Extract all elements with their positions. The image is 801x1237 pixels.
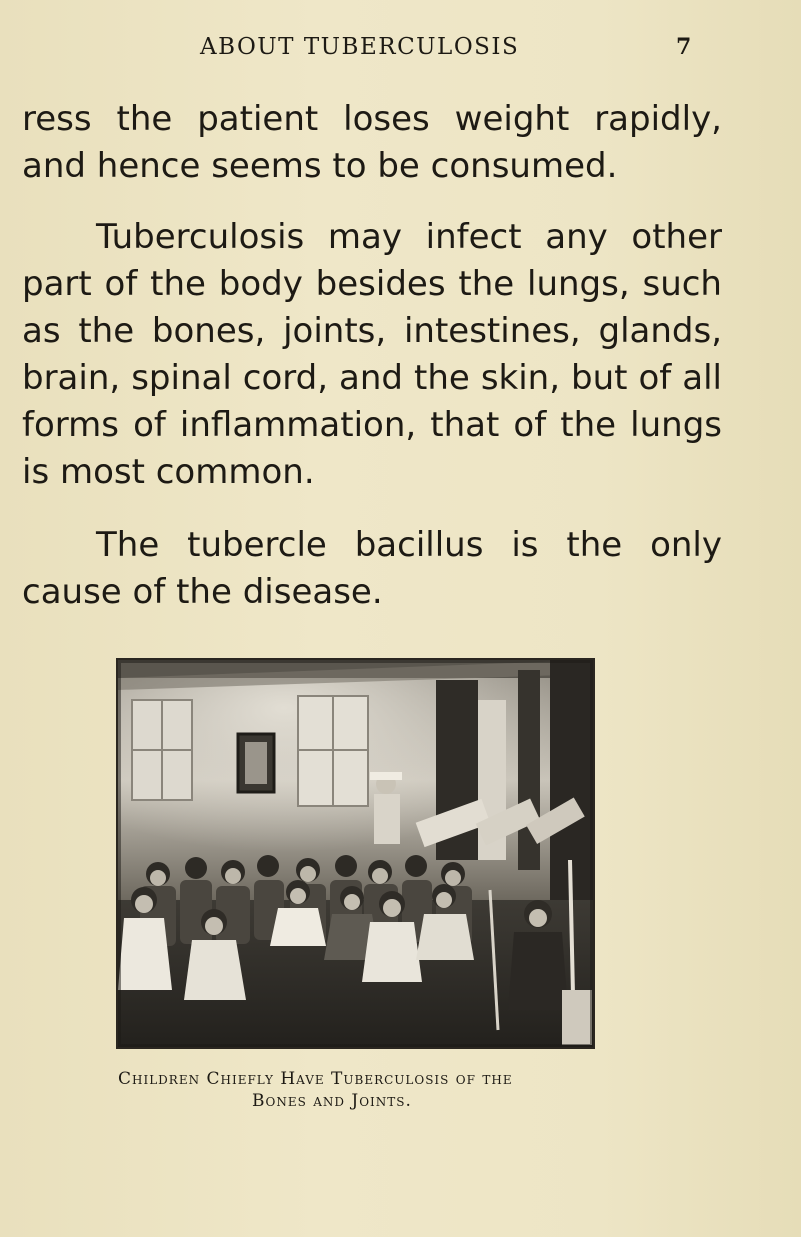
figure-caption xyxy=(118,1068,598,1112)
paragraph-tuberculosis-sites: Tuberculosis may infect any other part of the body besides the lungs, such as the bones, joints, intestines, glands, brain, spinal cord, and the skin, but of all forms of inflammation, that of the lungs is most common. xyxy=(22,217,722,492)
running-title: ABOUT TUBERCULOSIS xyxy=(200,34,520,60)
caption-line-1: Children Chiefly Have Tuberculosis of the xyxy=(118,1069,513,1089)
running-head xyxy=(0,34,801,68)
page-number: 7 xyxy=(676,34,692,60)
photograph-illustration xyxy=(118,660,593,1047)
paragraph-bacillus-cause: The tubercle bacillus is the only cause of the disease. xyxy=(22,525,722,612)
ward-photograph xyxy=(116,658,595,1049)
paragraph-continued: ress the patient loses weight rapidly, and hence seems to be consumed. xyxy=(22,99,722,186)
body-text xyxy=(22,96,722,642)
caption-line-2: Bones and Joints. xyxy=(252,1091,412,1111)
